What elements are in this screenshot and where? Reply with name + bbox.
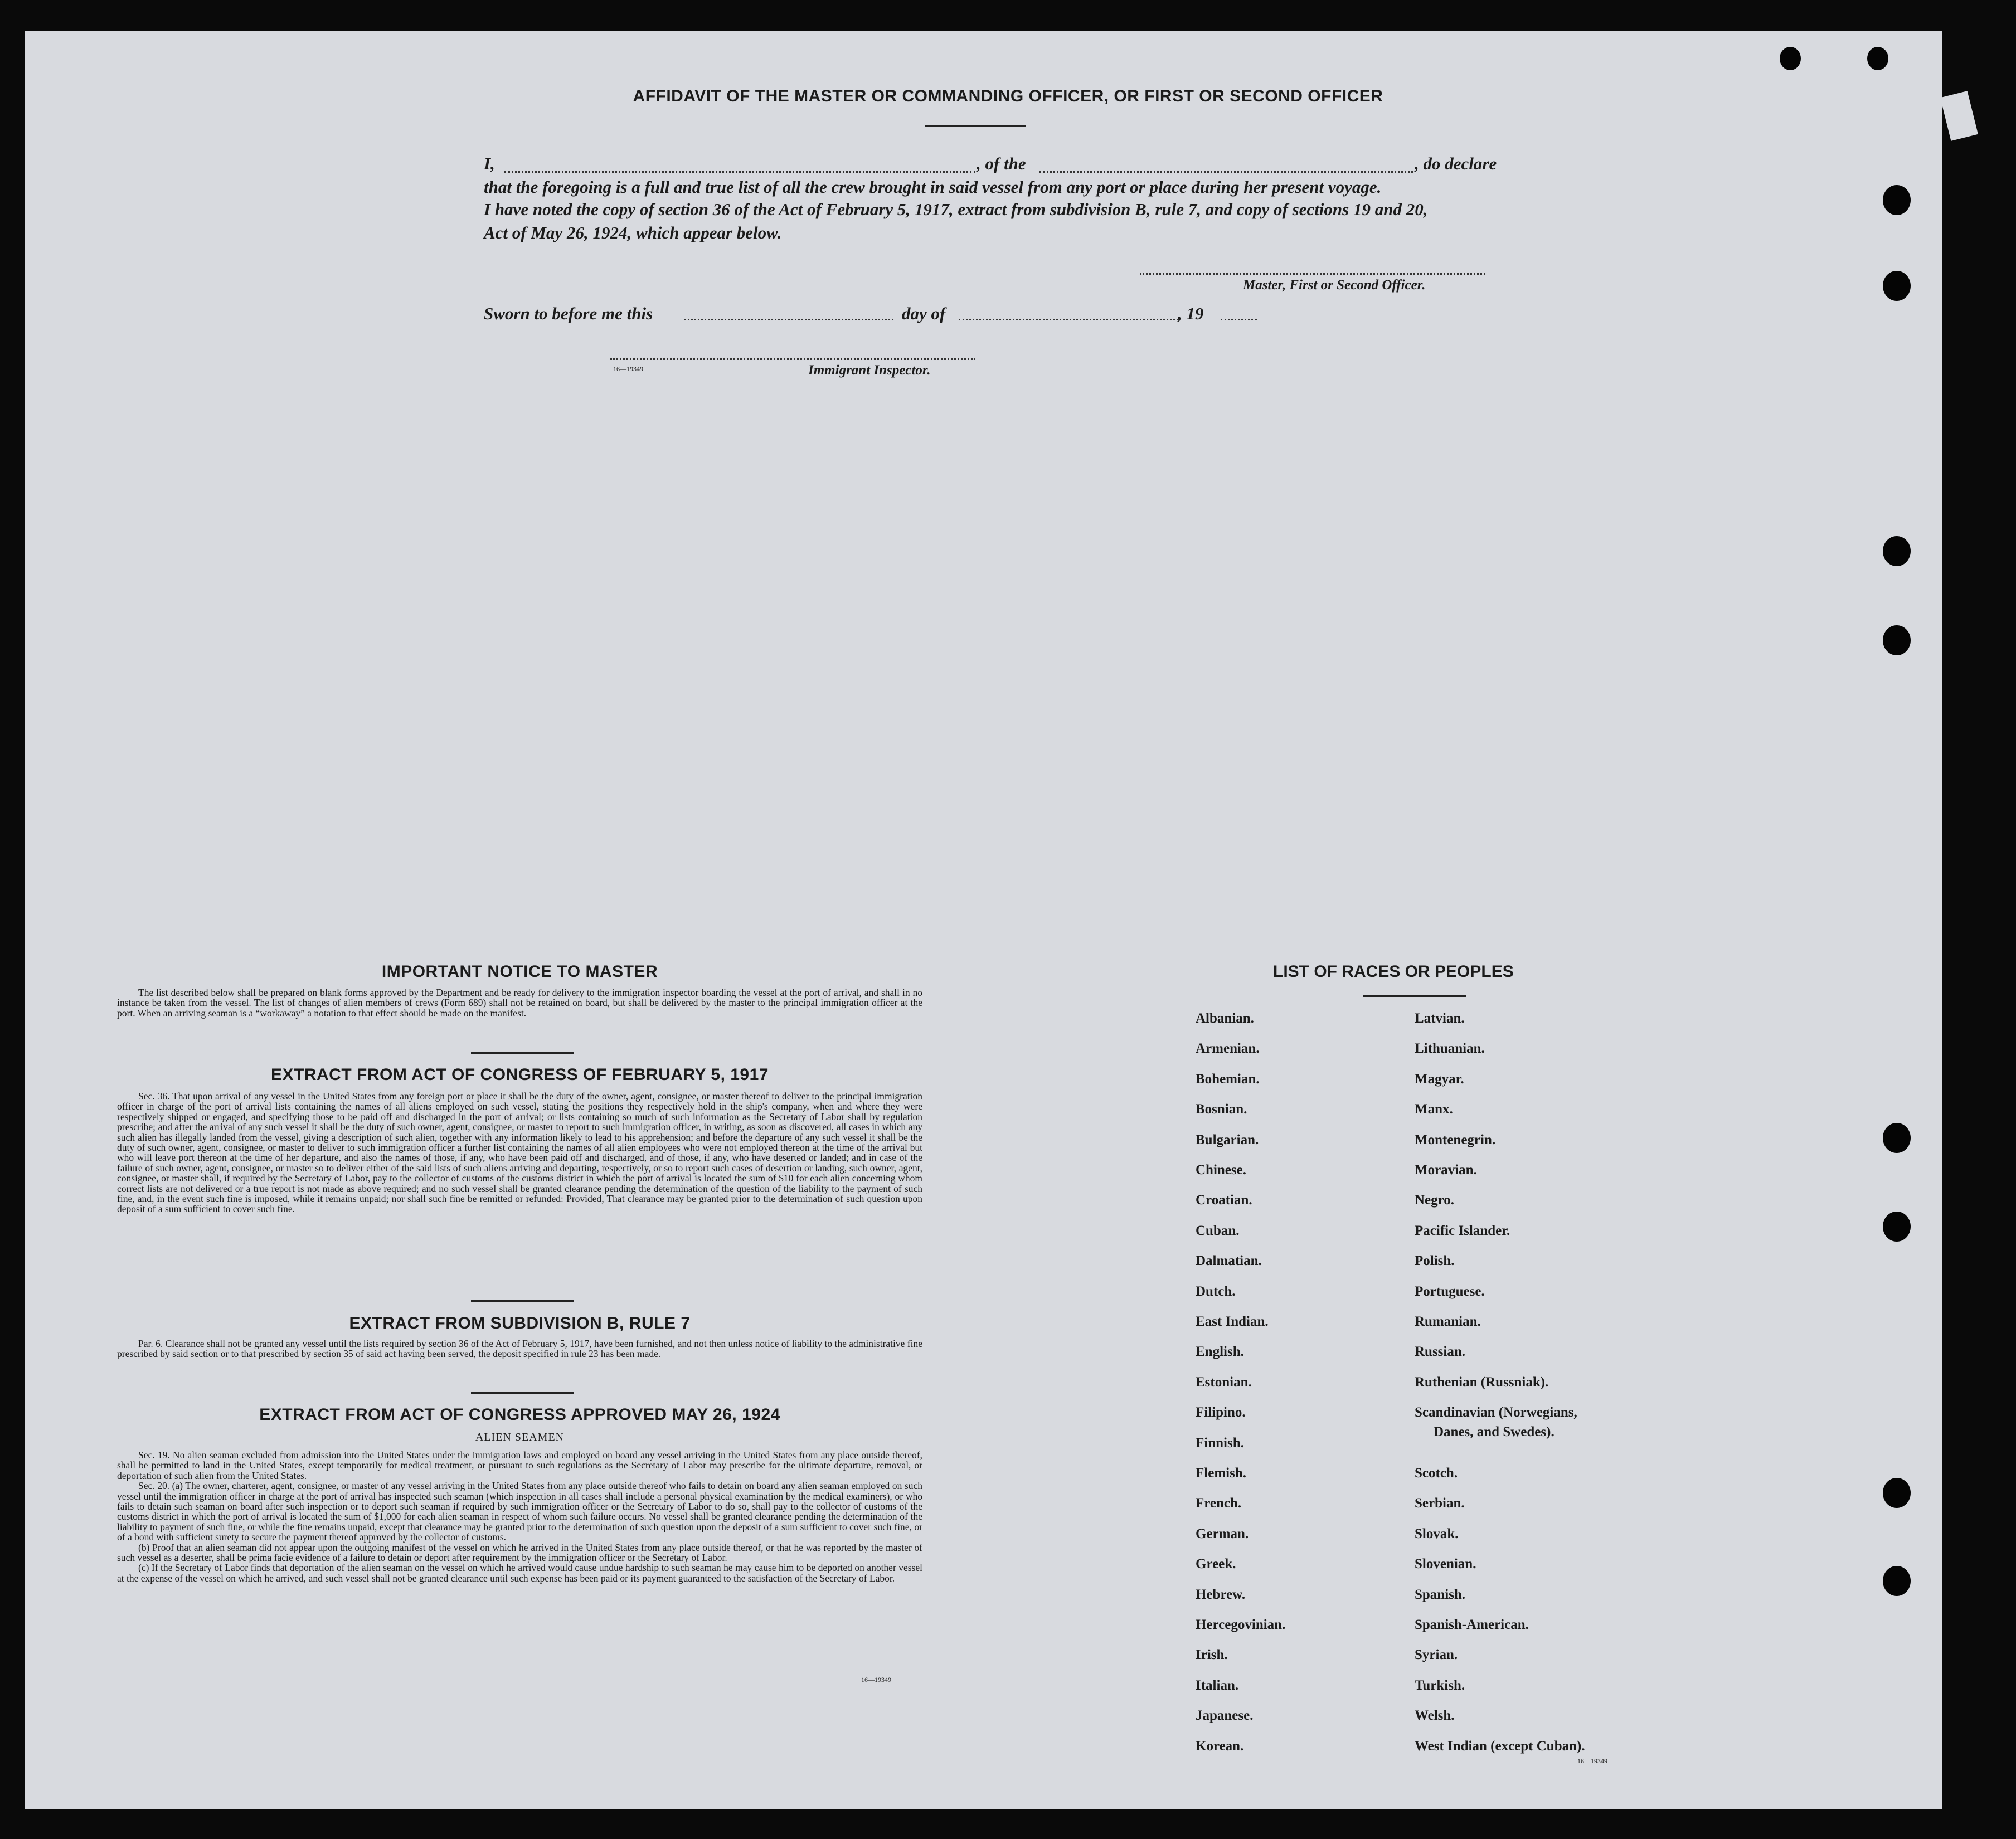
race-item: Finnish. bbox=[1196, 1436, 1244, 1451]
race-item: Pacific Islander. bbox=[1415, 1223, 1510, 1238]
race-item: Bohemian. bbox=[1196, 1072, 1260, 1087]
inspector-label: Immigrant Inspector. bbox=[808, 363, 931, 378]
punch-hole bbox=[1883, 625, 1911, 655]
affidavit-line-3: I have noted the copy of section 36 of the Act of February 5, 1917, extract from subdivision B, rule 7, and copy of sections 19 and 20, bbox=[484, 200, 1428, 219]
race-item: Hercegovinian. bbox=[1196, 1617, 1286, 1632]
race-item: Estonian. bbox=[1196, 1375, 1252, 1390]
race-item: Serbian. bbox=[1415, 1496, 1465, 1511]
race-item: East Indian. bbox=[1196, 1314, 1269, 1329]
race-item: Magyar. bbox=[1415, 1072, 1464, 1087]
affidavit-line-2: that the foregoing is a full and true list of all the crew brought in said vessel from any port or place during her present voyage. bbox=[484, 177, 1382, 197]
rule7-body: Par. 6. Clearance shall not be granted any vessel until the lists required by section 36 of the Act of February 5, 1917, have been furnished, and not then unless notice of liability to the administrative fine prescribed by said section or to that prescribed by section 35 of said act having been served, the deposit specified in rule 23 has been made. bbox=[117, 1338, 922, 1360]
race-item: Hebrew. bbox=[1196, 1587, 1246, 1602]
punch-hole bbox=[1883, 536, 1911, 566]
punch-hole bbox=[1883, 271, 1911, 301]
punch-hole bbox=[1780, 47, 1801, 70]
race-item: Bosnian. bbox=[1196, 1102, 1247, 1117]
race-item: Ruthenian (Russniak). bbox=[1415, 1375, 1549, 1390]
master-signature-field[interactable] bbox=[1140, 273, 1485, 275]
race-item: Irish. bbox=[1196, 1647, 1228, 1662]
race-item: Negro. bbox=[1415, 1193, 1455, 1208]
race-item: Spanish. bbox=[1415, 1587, 1466, 1602]
affidavit-i: I, bbox=[484, 154, 495, 173]
race-item: Montenegrin. bbox=[1415, 1132, 1496, 1147]
race-item: Cuban. bbox=[1196, 1223, 1240, 1238]
punch-hole bbox=[1883, 1478, 1911, 1508]
race-item: Portuguese. bbox=[1415, 1284, 1485, 1299]
race-item: Japanese. bbox=[1196, 1708, 1254, 1723]
race-item: Flemish. bbox=[1196, 1466, 1246, 1481]
race-item: Dutch. bbox=[1196, 1284, 1236, 1299]
affidavit-of-the: , of the bbox=[977, 154, 1026, 173]
race-item: Italian. bbox=[1196, 1678, 1239, 1693]
race-item: Lithuanian. bbox=[1415, 1041, 1485, 1056]
master-label: Master, First or Second Officer. bbox=[1243, 278, 1426, 293]
race-item: Slovenian. bbox=[1415, 1556, 1476, 1572]
race-item: Russian. bbox=[1415, 1344, 1466, 1359]
affidavit-title: AFFIDAVIT OF THE MASTER OR COMMANDING OFFICER, OR FIRST OR SECOND OFFICER bbox=[633, 87, 1383, 105]
extract-1917-body: Sec. 36. That upon arrival of any vessel in the United States from any foreign port or place it shall be the duty of the owner, agent, consignee, or master thereof to deliver to the principal immigration officer in charge of the port of arrival lists containing the names of all aliens employed on such vessel, stating the positions they respectively hold in the ship's company, when and where they were respectively shipped or engaged, and specifying those to be paid off and discharged in the port of arrival; or lists containing so much of such information as the Secretary of Labor shall by regulation prescribe; and after the arrival of any such vessel it shall be the duty of such owner, agent, consignee, or master to report to such immigration officer, in writing, as soon as discovered, all cases in which any such alien has illegally landed from the vessel, giving a description of such alien, together with any information likely to lead to his apprehension; and before the departure of any such vessel it shall be the duty of such owner, agent, consignee, or master to deliver to such immigration officer a further list containing the names of all alien employees who were not employed thereon at the time of the arrival but who will leave port thereon at the time of her departure, and also the names of those, if any, who have been paid off and discharged, and of those, if any, who have deserted or landed; and in case of the failure of such owner, agent, consignee, or master so to deliver either of the said lists of such aliens arriving and departing, respectively, or so to report such cases of desertion or landing, such owner, agent, consignee, or master shall, if required by the Secretary of Labor, pay to the collector of customs of the customs district in which the port of arrival is located the sum of $10 for each alien concerning whom correct lists are not delivered or a true report is not made as above required; and no such vessel shall be granted clearance pending the determination of the question of the liability to the payment of such fine, and, in the event such fine is imposed, while it remains unpaid; nor shall such fine be remitted or refunded: Provided, That clearance may be granted prior to the determination of such question upon deposit of a sum sufficient to cover such fine. bbox=[117, 1091, 922, 1215]
alien-seamen-subtitle: ALIEN SEAMEN bbox=[475, 1431, 565, 1443]
form-code: 16—19349 bbox=[613, 365, 643, 373]
extract-1917-title: EXTRACT FROM ACT OF CONGRESS OF FEBRUARY 5, 1917 bbox=[271, 1066, 769, 1084]
race-item: Rumanian. bbox=[1415, 1314, 1481, 1329]
punch-hole bbox=[1883, 1566, 1911, 1596]
divider bbox=[471, 1052, 574, 1054]
divider bbox=[925, 125, 1026, 127]
race-item: Slovak. bbox=[1415, 1526, 1459, 1541]
punch-hole bbox=[1883, 185, 1911, 215]
race-item-continuation: Danes, and Swedes). bbox=[1434, 1424, 1554, 1439]
race-item: Syrian. bbox=[1415, 1647, 1458, 1662]
race-item: Turkish. bbox=[1415, 1678, 1465, 1693]
sworn-day-field[interactable] bbox=[684, 319, 893, 320]
race-item: Greek. bbox=[1196, 1556, 1236, 1572]
race-item: Korean. bbox=[1196, 1739, 1244, 1754]
races-title: LIST OF RACES OR PEOPLES bbox=[1273, 962, 1514, 981]
sworn-label: Sworn to before me this bbox=[484, 304, 653, 323]
race-item: Armenian. bbox=[1196, 1041, 1260, 1056]
rule7-title: EXTRACT FROM SUBDIVISION B, RULE 7 bbox=[349, 1314, 691, 1332]
race-item: Bulgarian. bbox=[1196, 1132, 1259, 1147]
extract-1924-body: Sec. 19. No alien seaman excluded from admission into the United States under the immigration laws and employed on board any vessel arriving in the United States from any place outside thereof, shall be permitted to land in the United States, except temporarily for medical treatment, or pursuant to such regulations as the Secretary of Labor may prescribe for the ultimate departure, removal, or deportation of such alien from the United States. Sec. 20. (a) The owner, charterer, agent, consignee, or master of any vessel arriving in the United States from any place outside thereof who fails to detain on board any alien seaman employed on such vessel until the immigration officer in charge at the port of arrival has inspected such seaman (which inspection in all cases shall include a personal physical examination by the medical examiners), or who fails to detain such seaman on board after such inspection or to deport such seaman if required by such immigration officer or the Secretary of Labor to do so, shall pay to the collector of customs of the customs district in which the port of arrival is located the sum of $1,000 for each alien seaman in respect of whom such failure occurs. No vessel shall be granted clearance pending the determination of the liability to payment of such fine, or while the fine remains unpaid, except that clearance may be granted prior to the determination of such question upon the deposit of a sum sufficient to cover such fine, or of a bond with sufficient surety to secure the payment thereof approved by the collector of customs. (b) Proof that an alien seaman did not appear upon the outgoing manifest of the vessel on which he arrived in the United States from any place outside thereof, or that he was reported by the master of such vessel as a deserter, shall be prima facie evidence of a failure to detain or deport after requirement by the immigration officer or the Secretary of Labor. (c) If the Secretary of Labor finds that deportation of the alien seaman on the vessel on which he arrived would cause undue hardship to such seaman he may cause him to be deported on another vessel at the expense of the vessel on which he arrived, and such vessel shall not be granted clearance until such expense has been paid or its payment guaranteed to the satisfaction of the Secretary of Labor. bbox=[117, 1449, 922, 1584]
vessel-field[interactable] bbox=[1039, 171, 1413, 173]
divider bbox=[471, 1300, 574, 1302]
race-item: Albanian. bbox=[1196, 1011, 1254, 1026]
inspector-signature-field[interactable] bbox=[610, 358, 975, 360]
race-item: Dalmatian. bbox=[1196, 1253, 1262, 1268]
extract-1924-title: EXTRACT FROM ACT OF CONGRESS APPROVED MAY 26, 1924 bbox=[259, 1405, 780, 1424]
form-code: 16—19349 bbox=[1577, 1757, 1607, 1765]
form-code: 16—19349 bbox=[861, 1676, 891, 1684]
divider bbox=[1363, 995, 1466, 997]
race-item: Filipino. bbox=[1196, 1405, 1246, 1420]
race-item: Spanish-American. bbox=[1415, 1617, 1529, 1632]
race-item: Scotch. bbox=[1415, 1466, 1458, 1481]
race-item: German. bbox=[1196, 1526, 1249, 1541]
notice-body: The list described below shall be prepared on blank forms approved by the Department and be ready for delivery to the immigration inspector boarding the vessel at the port of arrival, and shall in no instance be taken from the vessel. The list of changes of alien members of crews (Form 689) shall not be retained on board, but shall be delivered by the master to the principal immigration officer at the port. When an arriving seaman is a “workaway” a notation to that effect should be made on the manifest. bbox=[117, 987, 922, 1019]
race-item: Chinese. bbox=[1196, 1162, 1246, 1178]
race-item: English. bbox=[1196, 1344, 1244, 1359]
punch-hole bbox=[1883, 1123, 1911, 1153]
name-field[interactable] bbox=[504, 171, 975, 173]
year-field[interactable] bbox=[1221, 319, 1257, 320]
day-of-label: day of bbox=[902, 304, 946, 323]
race-item: Welsh. bbox=[1415, 1708, 1455, 1723]
notice-title: IMPORTANT NOTICE TO MASTER bbox=[381, 962, 658, 981]
race-item: French. bbox=[1196, 1496, 1242, 1511]
month-field[interactable] bbox=[959, 319, 1179, 320]
race-item: Moravian. bbox=[1415, 1162, 1477, 1178]
affidavit-line-4: Act of May 26, 1924, which appear below. bbox=[484, 223, 782, 242]
race-item: Polish. bbox=[1415, 1253, 1455, 1268]
race-item: Scandinavian (Norwegians, bbox=[1415, 1405, 1577, 1420]
race-item: Latvian. bbox=[1415, 1011, 1465, 1026]
race-item: Manx. bbox=[1415, 1102, 1453, 1117]
race-item: Croatian. bbox=[1196, 1193, 1252, 1208]
race-item: West Indian (except Cuban). bbox=[1415, 1739, 1585, 1754]
affidavit-do-declare: , do declare bbox=[1415, 154, 1497, 173]
punch-hole bbox=[1867, 47, 1888, 70]
divider bbox=[471, 1392, 574, 1394]
punch-hole bbox=[1883, 1212, 1911, 1242]
year-prefix: , 19 bbox=[1178, 304, 1204, 323]
